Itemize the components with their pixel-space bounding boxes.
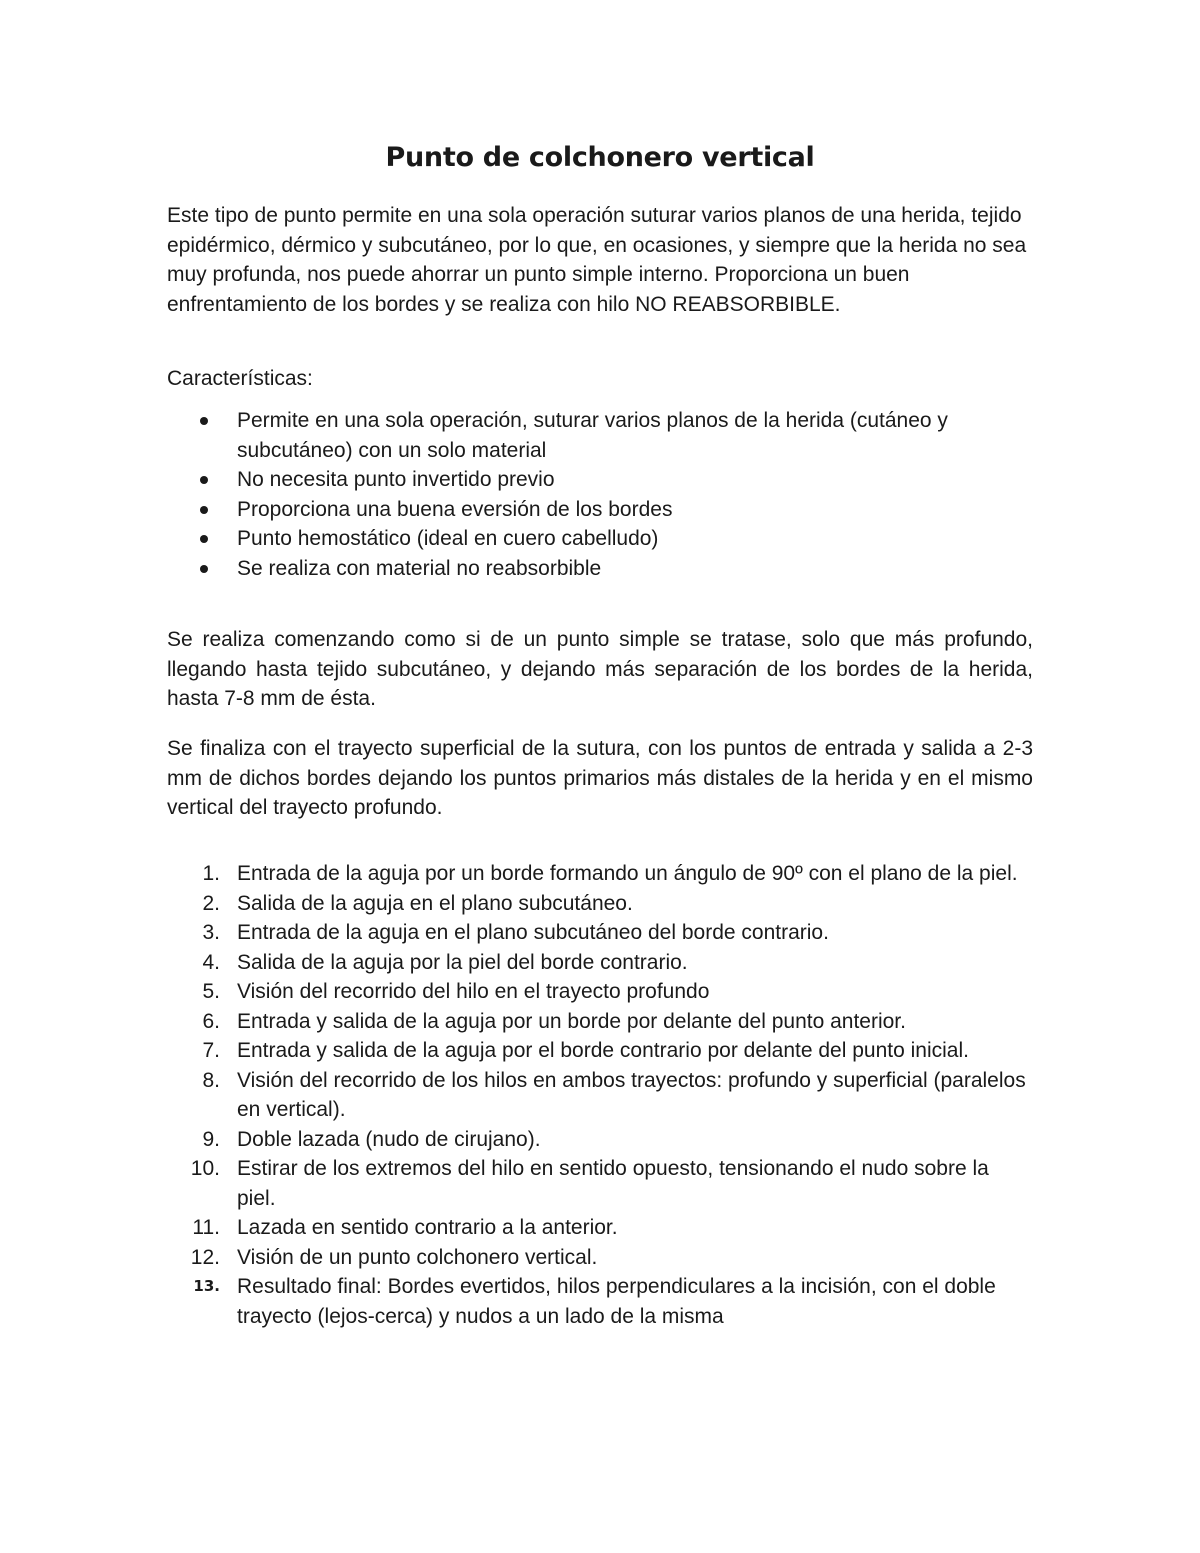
list-item-text: Permite en una sola operación, suturar varios planos de la herida (cutáneo y subcutáneo) con un solo material <box>237 409 948 462</box>
list-item-text: Proporciona una buena eversión de los bordes <box>237 497 673 521</box>
step-number: 8. <box>202 1068 220 1092</box>
step-number: 1. <box>202 862 220 885</box>
steps-list-block <box>167 859 1033 1331</box>
steps-list <box>167 859 1033 1331</box>
step-item <box>167 948 1033 978</box>
technique-paragraph-1: Se realiza comenzando como si de un punto simple se tratase, solo que más profundo, llegando hasta tejido subcutáneo, y dejando más separación de los bordes de la herida, hasta 7-8 mm de ésta. <box>167 628 1033 710</box>
step-text: Visión del recorrido de los hilos en ambos trayectos: profundo y superficial (paralelos en vertical). <box>237 1068 1026 1121</box>
step-text: Entrada y salida de la aguja por el borde contrario por delante del punto inicial. <box>237 1039 969 1062</box>
list-item <box>167 524 1033 554</box>
list-item-text: Se realiza con material no reabsorbible <box>237 556 602 580</box>
list-item-text: Punto hemostático (ideal en cuero cabelludo) <box>237 527 659 550</box>
step-number: 11. <box>192 1216 220 1239</box>
step-item <box>167 1036 1033 1066</box>
bullet-icon <box>200 476 208 484</box>
step-item <box>167 859 1033 889</box>
step-text: Lazada en sentido contrario a la anterior. <box>237 1216 618 1239</box>
step-item <box>167 918 1033 948</box>
step-text: Salida de la aguja en el plano subcutáneo. <box>237 891 633 915</box>
list-item-text: No necesita punto invertido previo <box>237 468 555 491</box>
step-text: Salida de la aguja por la piel del borde contrario. <box>237 950 688 974</box>
step-text: Doble lazada (nudo de cirujano). <box>237 1127 541 1151</box>
step-number: 7. <box>202 1039 220 1062</box>
bullet-icon <box>200 417 208 425</box>
step-text: Entrada de la aguja en el plano subcutáneo del borde contrario. <box>237 921 829 944</box>
step-item <box>167 1154 1033 1213</box>
step-item <box>167 1007 1033 1037</box>
step-number: 6. <box>202 1009 220 1033</box>
step-number: 5. <box>202 980 220 1003</box>
list-item <box>167 495 1033 525</box>
list-item <box>167 465 1033 495</box>
step-text: Visión del recorrido del hilo en el trayecto profundo <box>237 980 710 1003</box>
step-number: 3. <box>202 921 220 944</box>
step-item <box>167 889 1033 919</box>
bullet-icon <box>200 565 208 573</box>
bullet-icon <box>200 506 208 514</box>
technique-paragraph-2: Se finaliza con el trayecto superficial de la sutura, con los puntos de entrada y salida a 2-3 mm de dichos bordes dejando los puntos primarios más distales de la herida y en el mismo vertical del trayecto profundo. <box>167 737 1033 819</box>
step-item <box>167 1272 1033 1331</box>
step-item <box>167 1243 1033 1273</box>
step-number: 12. <box>190 1245 220 1269</box>
step-number: 4. <box>202 950 220 974</box>
step-text: Visión de un punto colchonero vertical. <box>237 1245 598 1269</box>
step-item <box>167 1213 1033 1243</box>
step-item <box>167 977 1033 1007</box>
step-item <box>167 1066 1033 1125</box>
list-item <box>167 406 1033 465</box>
step-number: 13. <box>193 1277 220 1295</box>
step-text: Estirar de los extremos del hilo en sentido opuesto, tensionando el nudo sobre la piel. <box>237 1157 989 1210</box>
characteristics-list <box>167 406 1033 583</box>
characteristics-list-block <box>167 406 1033 583</box>
step-number: 9. <box>202 1127 220 1151</box>
list-item <box>167 554 1033 584</box>
step-item <box>167 1125 1033 1155</box>
document-title: Punto de colchonero vertical <box>385 142 815 173</box>
step-text: Entrada y salida de la aguja por un borde por delante del punto anterior. <box>237 1009 906 1033</box>
step-number: 2. <box>202 891 220 915</box>
bullet-icon <box>200 535 208 543</box>
intro-paragraph: Este tipo de punto permite en una sola operación suturar varios planos de una herida, tejido epidérmico, dérmico y subcutáneo, por lo que, en ocasiones, y siempre que la herida no sea muy profunda, nos puede ahorrar un punto simple interno. Proporciona un buen enfrentamiento de los bordes y se realiza con hilo NO REABSORBIBLE. <box>167 204 1027 316</box>
step-text: Resultado final: Bordes evertidos, hilos perpendiculares a la incisión, con el doble trayecto (lejos-cerca) y nudos a un lado de la misma <box>237 1275 996 1328</box>
step-text: Entrada de la aguja por un borde formando un ángulo de 90º con el plano de la piel. <box>237 862 1018 885</box>
step-number: 10. <box>190 1157 220 1180</box>
characteristics-label: Características: <box>167 367 313 390</box>
